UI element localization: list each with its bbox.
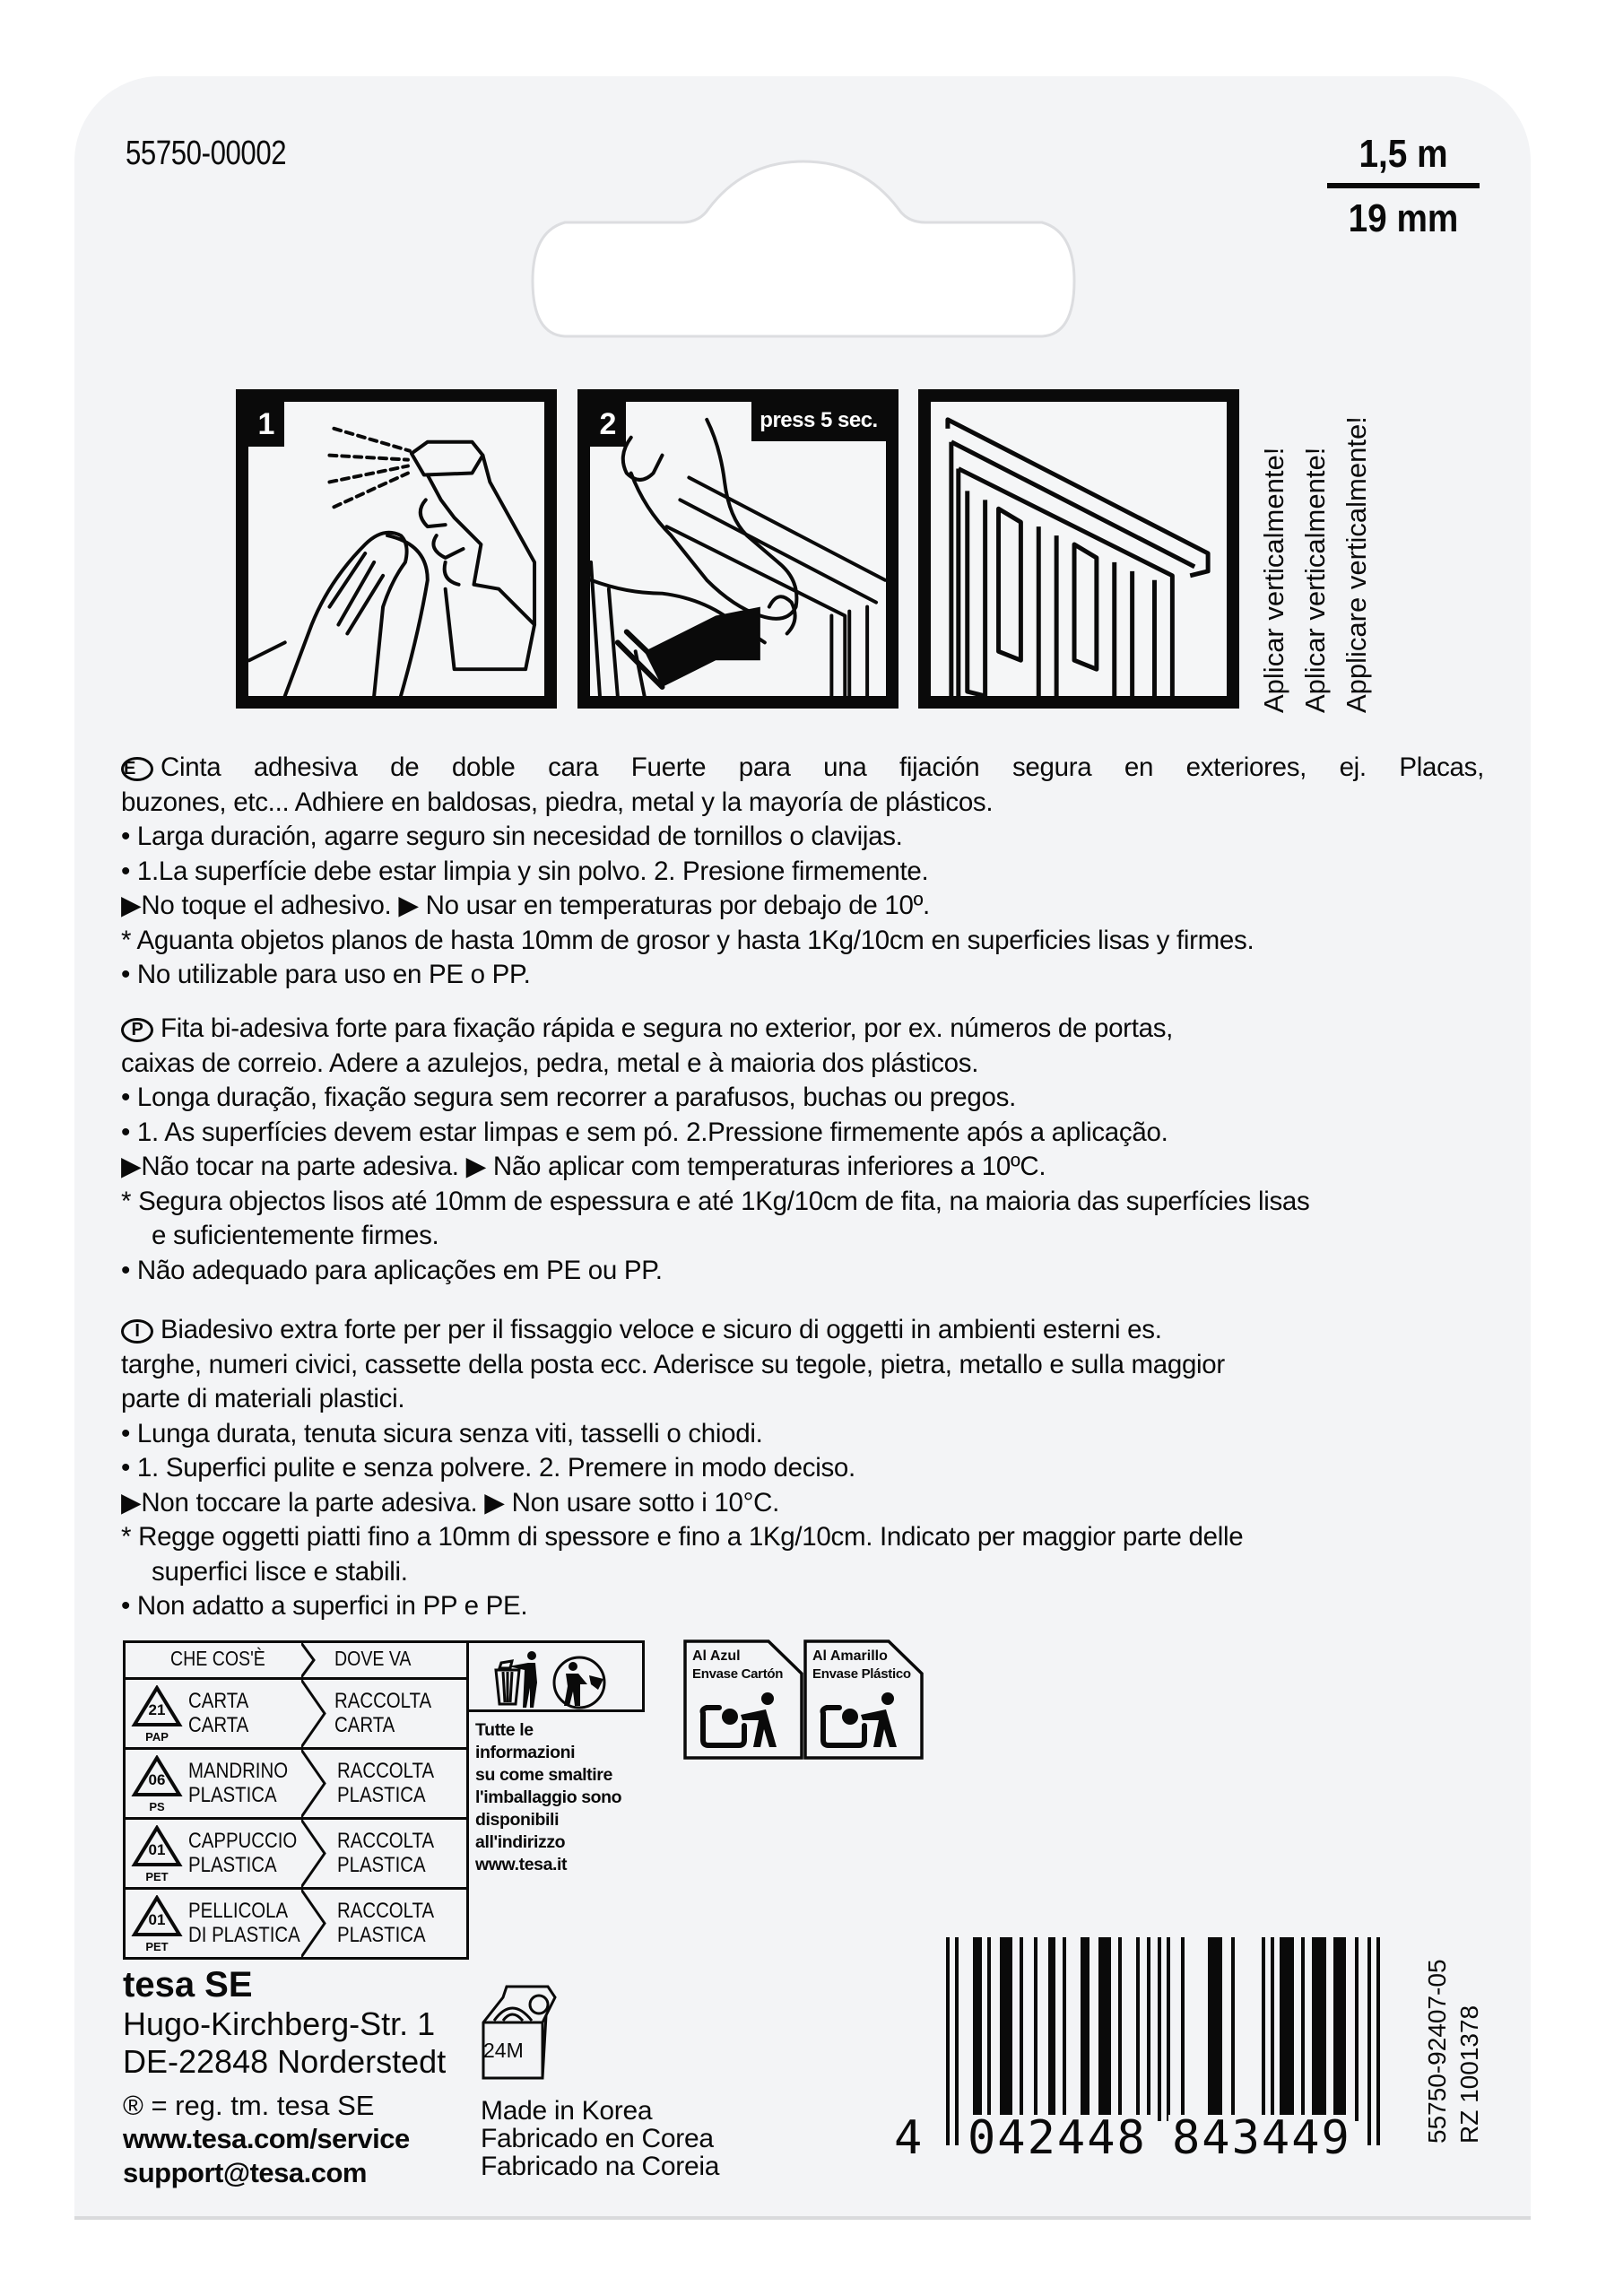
barcode-digits-left: 042448 <box>964 2115 1150 2161</box>
recycling-row: 01 PET PELLICOLA DI PLASTICA RACCOLTA PLASTICA <box>126 1887 466 1957</box>
chevron-right-icon <box>301 1643 328 1677</box>
trademark-note: ® = reg. tm. tesa SE <box>123 2090 375 2121</box>
header-what: CHE COS'È <box>170 1647 265 1670</box>
hanger-hole-icon <box>529 160 1078 339</box>
fraction-rule <box>1327 183 1480 188</box>
pt-intro-1 <box>121 1012 1484 1047</box>
bin-person-icon <box>703 1692 777 1747</box>
it-warning: ▶Non toccare la parte adesiva. ▶ Non usare sotto i 10°C. <box>121 1487 779 1518</box>
es-warning: ▶No toque el adhesivo. ▶ No usar en temperaturas por debajo de 10º. <box>121 891 930 920</box>
step-2-panel <box>577 389 898 709</box>
press-tape-icon <box>590 402 886 696</box>
apply-vertically-es: Aplicar verticalmente! <box>1258 447 1289 713</box>
recycling-table-header <box>126 1643 466 1677</box>
recycling-triangle-icon: 01 PET <box>131 1825 183 1886</box>
it-intro-3: parte di materiali plastici. <box>121 1384 405 1413</box>
support-email-link[interactable]: support@tesa.com <box>123 2157 367 2188</box>
es-bullet: • 1.La superfície debe estar limpia y sin polvo. 2. Presione firmemente. <box>121 856 929 886</box>
es-intro-1 <box>121 751 1484 786</box>
pt-bullet: • Longa duração, fixação segura sem recorrer a parafusos, buchas ou pregos. <box>121 1083 1016 1112</box>
es-intro-2: buzones, etc... Adhiere en baldosas, piedra, metal y la mayoría de plásticos. <box>121 787 994 817</box>
it-note: * Regge oggetti piatti fino a 10mm di spessore e fino a 1Kg/10cm. Indicato per maggior parte delle <box>121 1522 1244 1552</box>
pt-warning: ▶Não tocar na parte adesiva. ▶ Não aplicar com temperaturas inferiores a 10ºC. <box>121 1152 1046 1181</box>
chevron-right-icon <box>301 1680 328 1747</box>
press-duration-badge: press 5 sec. <box>751 402 886 441</box>
bin-person-icon <box>823 1692 898 1747</box>
article-numbers <box>1421 1928 1493 2144</box>
door-apply-vertically-icon <box>931 402 1227 696</box>
header-where: DOVE VA <box>334 1647 412 1670</box>
it-intro-1 <box>121 1313 1484 1348</box>
language-badge-es: E <box>121 757 153 781</box>
step-number: 1 <box>248 402 284 447</box>
recycling-badge-blue: Al Azul Envase Cartón <box>683 1639 802 1758</box>
it-bullet: • Non adatto a superfici in PP e PE. <box>121 1591 528 1621</box>
tape-length: 1,5 m <box>1359 132 1448 176</box>
it-bullet: • 1. Superfici pulite e senza polvere. 2. Premere in modo deciso. <box>121 1453 855 1483</box>
recycling-triangle-icon: 06 PS <box>131 1755 183 1816</box>
step-number: 2 <box>590 402 626 447</box>
es-bullet: • Larga duración, agarre seguro sin necesidad de tornillos o clavijas. <box>121 822 903 851</box>
article-number: 55750-92407-05 <box>1423 1959 1451 2144</box>
es-note: * Aguanta objetos planos de hasta 10mm de grosor y hasta 1Kg/10cm en superficies lisas y firmes. <box>121 925 1254 955</box>
it-intro-2: targhe, numeri civici, cassette della posta ecc. Aderisce su tegole, pietra, metallo e sulla maggior <box>121 1349 1225 1379</box>
pt-bullet: • Não adequado para aplicações em PE ou PP. <box>121 1255 663 1285</box>
shelf-life-icon: 24M <box>480 1978 560 2090</box>
company-street: Hugo-Kirchberg-Str. 1 <box>123 2005 436 2042</box>
apply-vertically-notes <box>1255 395 1381 713</box>
pt-bullet: • 1. As superfícies devem estar limpas e sem pó. 2.Pressione firmemente após a aplicação. <box>121 1117 1168 1147</box>
country-of-origin: Made in Korea Fabricado en Corea Fabricado na Coreia <box>481 2096 720 2181</box>
company-city: DE-22848 Norderstedt <box>123 2043 447 2080</box>
pt-note: * Segura objectos lisos até 10mm de espessura e até 1Kg/10cm de fita, na maioria das superfícies lisas <box>121 1186 1310 1216</box>
it-note-cont: superfici lisce e stabili. <box>152 1556 408 1587</box>
recycling-row: 21 PAP CARTA CARTA RACCOLTA CARTA <box>126 1677 466 1747</box>
recycling-badge-yellow: Al Amarillo Envase Plástico <box>803 1639 922 1758</box>
tidyman-recycle-icon <box>469 1643 645 1715</box>
chevron-right-icon <box>301 1750 328 1817</box>
company-name: tesa SE <box>123 1965 253 2005</box>
tape-dimensions <box>1327 132 1480 240</box>
tape-width: 19 mm <box>1348 196 1459 240</box>
company-info <box>123 1964 446 2190</box>
it-bullet: • Lunga durata, tenuta sicura senza viti, tasselli o chiodi. <box>121 1418 763 1448</box>
recycling-table <box>123 1640 469 1960</box>
language-badge-pt: P <box>121 1018 153 1042</box>
chevron-right-icon <box>301 1890 328 1957</box>
recycling-row: 01 PET CAPPUCCIO PLASTICA RACCOLTA PLASTICA <box>126 1817 466 1887</box>
barcode-digit-first: 4 <box>894 2111 925 2165</box>
recycling-row: 06 PS MANDRINO PLASTICA RACCOLTA PLASTICA <box>126 1747 466 1817</box>
pt-intro-text: Fita bi-adesiva forte para fixação rápida e segura no exterior, por ex. números de portas, <box>161 1013 1174 1043</box>
pt-intro-2: caixas de correio. Adere a azulejos, pedra, metal e à maioria dos plásticos. <box>121 1048 979 1078</box>
pt-note-cont: e suficientemente firmes. <box>152 1221 439 1250</box>
es-intro-text: Cinta adhesiva de doble cara Fuerte para una fijación segura en exteriores, ej. Placas, <box>161 752 1484 782</box>
recycling-triangle-icon: 01 PET <box>131 1895 183 1956</box>
spray-and-wipe-icon <box>248 402 544 696</box>
it-intro-text: Biadesivo extra forte per per il fissaggio veloce e sicuro di oggetti in ambienti esterni es. <box>161 1315 1162 1344</box>
step-3-panel <box>918 389 1239 709</box>
apply-vertically-it: Applicare verticalmente! <box>1341 416 1372 713</box>
product-code: 55750-00002 <box>126 135 287 172</box>
portuguese-instructions <box>121 1012 1484 1288</box>
es-bullet: • No utilizable para uso en PE o PP. <box>121 960 531 989</box>
service-website-link[interactable]: www.tesa.com/service <box>123 2123 410 2154</box>
step-1-panel <box>236 389 557 709</box>
language-badge-it: I <box>121 1319 153 1344</box>
barcode-digits-right: 843449 <box>1168 2115 1355 2161</box>
print-reference: RZ 1001378 <box>1455 2005 1483 2144</box>
disposal-info-text: Tutte le informazioni su come smaltire l'imballaggio sono disponibili all'indirizzo www.tesa.it <box>475 1720 622 1874</box>
spanish-instructions <box>121 751 1484 993</box>
italian-instructions <box>121 1313 1484 1624</box>
disposal-icons-box <box>469 1640 645 1712</box>
chevron-right-icon <box>301 1820 328 1887</box>
recycling-triangle-icon: 21 PAP <box>131 1685 183 1746</box>
apply-vertically-pt: Aplicar verticalmente! <box>1299 447 1331 713</box>
